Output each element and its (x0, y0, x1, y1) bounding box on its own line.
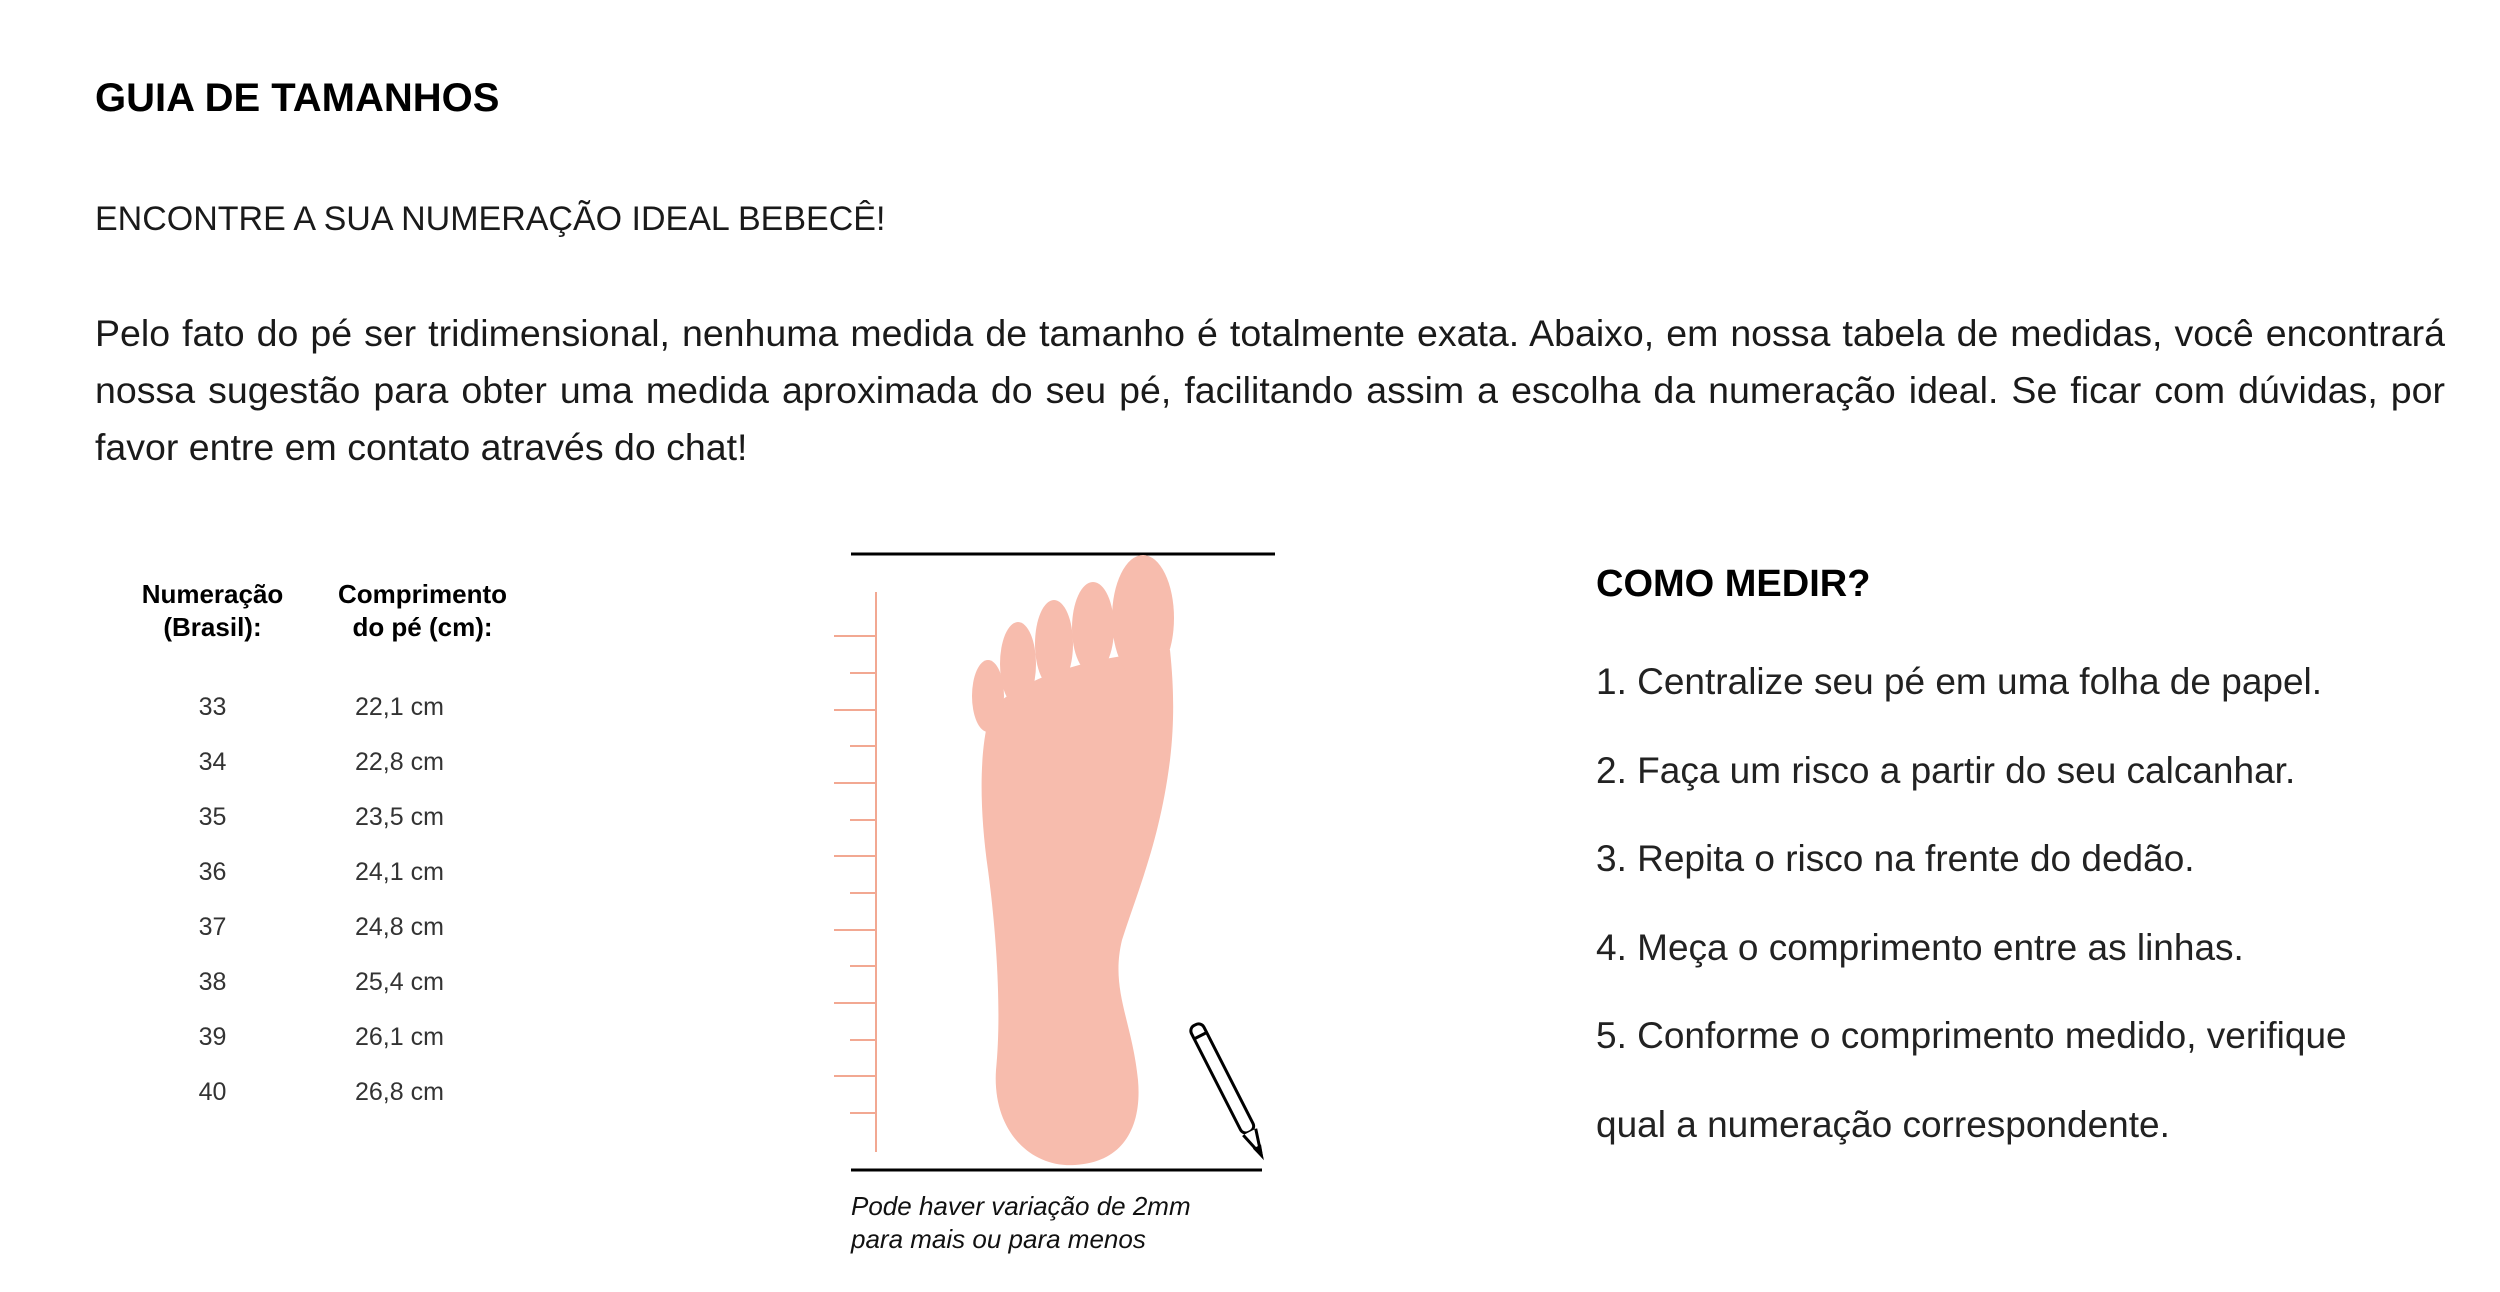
table-row (130, 955, 550, 1010)
size-cell: 37 (198, 913, 227, 941)
length-cell: 25,4 cm (355, 968, 444, 996)
step-4: 4. Meça o comprimento entre as linhas. (1596, 926, 2244, 968)
length-column-header (295, 578, 550, 680)
length-column-header-line1: Comprimento (338, 579, 507, 609)
size-column-header-line1: Numeração (141, 579, 284, 609)
step-3: 3. Repita o risco na frente do dedão. (1596, 838, 2195, 879)
size-cell: 40 (198, 1078, 227, 1106)
length-column-header-line2: do pé (cm): (352, 612, 493, 642)
length-cell: 23,5 cm (355, 803, 444, 831)
size-cell: 34 (198, 748, 227, 776)
table-row (130, 1010, 550, 1065)
step-5: 5. Conforme o comprimento medido, verifique (1596, 1015, 2347, 1056)
how-to-title: COMO MEDIR? (1596, 563, 1871, 605)
length-cell: 24,8 cm (355, 913, 444, 941)
table-row (130, 845, 550, 900)
size-cell: 39 (198, 1023, 227, 1051)
step-1: 1. Centralize seu pé em uma folha de papel. (1596, 661, 2323, 702)
length-cell: 26,1 cm (355, 1023, 444, 1051)
diagram-caption-line1: Pode haver variação de 2mm (851, 1191, 1191, 1221)
step-2: 2. Faça um risco a partir do seu calcanhar. (1596, 749, 2296, 791)
page-subtitle: ENCONTRE A SUA NUMERAÇÃO IDEAL BEBECÊ! (95, 200, 886, 238)
foot-icon (972, 555, 1174, 1165)
table-row (130, 790, 550, 845)
size-column-header (130, 578, 295, 680)
size-cell: 33 (198, 693, 227, 721)
how-to-steps (1596, 638, 2476, 1169)
length-cell: 26,8 cm (355, 1078, 444, 1106)
size-table-header-row (130, 578, 550, 680)
diagram-caption (851, 1190, 1191, 1256)
size-cell: 38 (198, 968, 227, 996)
size-column-header-line2: (Brasil): (163, 612, 262, 642)
diagram-caption-line2: para mais ou para menos (851, 1224, 1146, 1254)
size-table (130, 578, 550, 1120)
table-row (130, 900, 550, 955)
length-cell: 22,1 cm (355, 693, 444, 721)
table-row (130, 1065, 550, 1120)
page-title: GUIA DE TAMANHOS (95, 76, 500, 120)
size-table-body (130, 680, 550, 1120)
pencil-icon (1189, 1022, 1268, 1158)
intro-paragraph: Pelo fato do pé ser tridimensional, nenhuma medida de tamanho é totalmente exata. Abaixo, em nossa tabela de medidas, você encontrará nossa sugestão para obter uma medida aproximada do seu pé, facilitando assim a escolha da numeração ideal. Se ficar com dúvidas, por favor entre em contato através do chat! (95, 312, 2445, 468)
foot-measure-diagram (820, 540, 1280, 1180)
ruler-icon (834, 592, 876, 1152)
length-cell: 24,1 cm (355, 858, 444, 886)
table-row (130, 735, 550, 790)
size-cell: 35 (198, 803, 227, 831)
step-5-continued: qual a numeração correspondente. (1596, 1103, 2170, 1145)
size-cell: 36 (198, 858, 227, 886)
length-cell: 22,8 cm (355, 748, 444, 776)
table-row (130, 680, 550, 735)
